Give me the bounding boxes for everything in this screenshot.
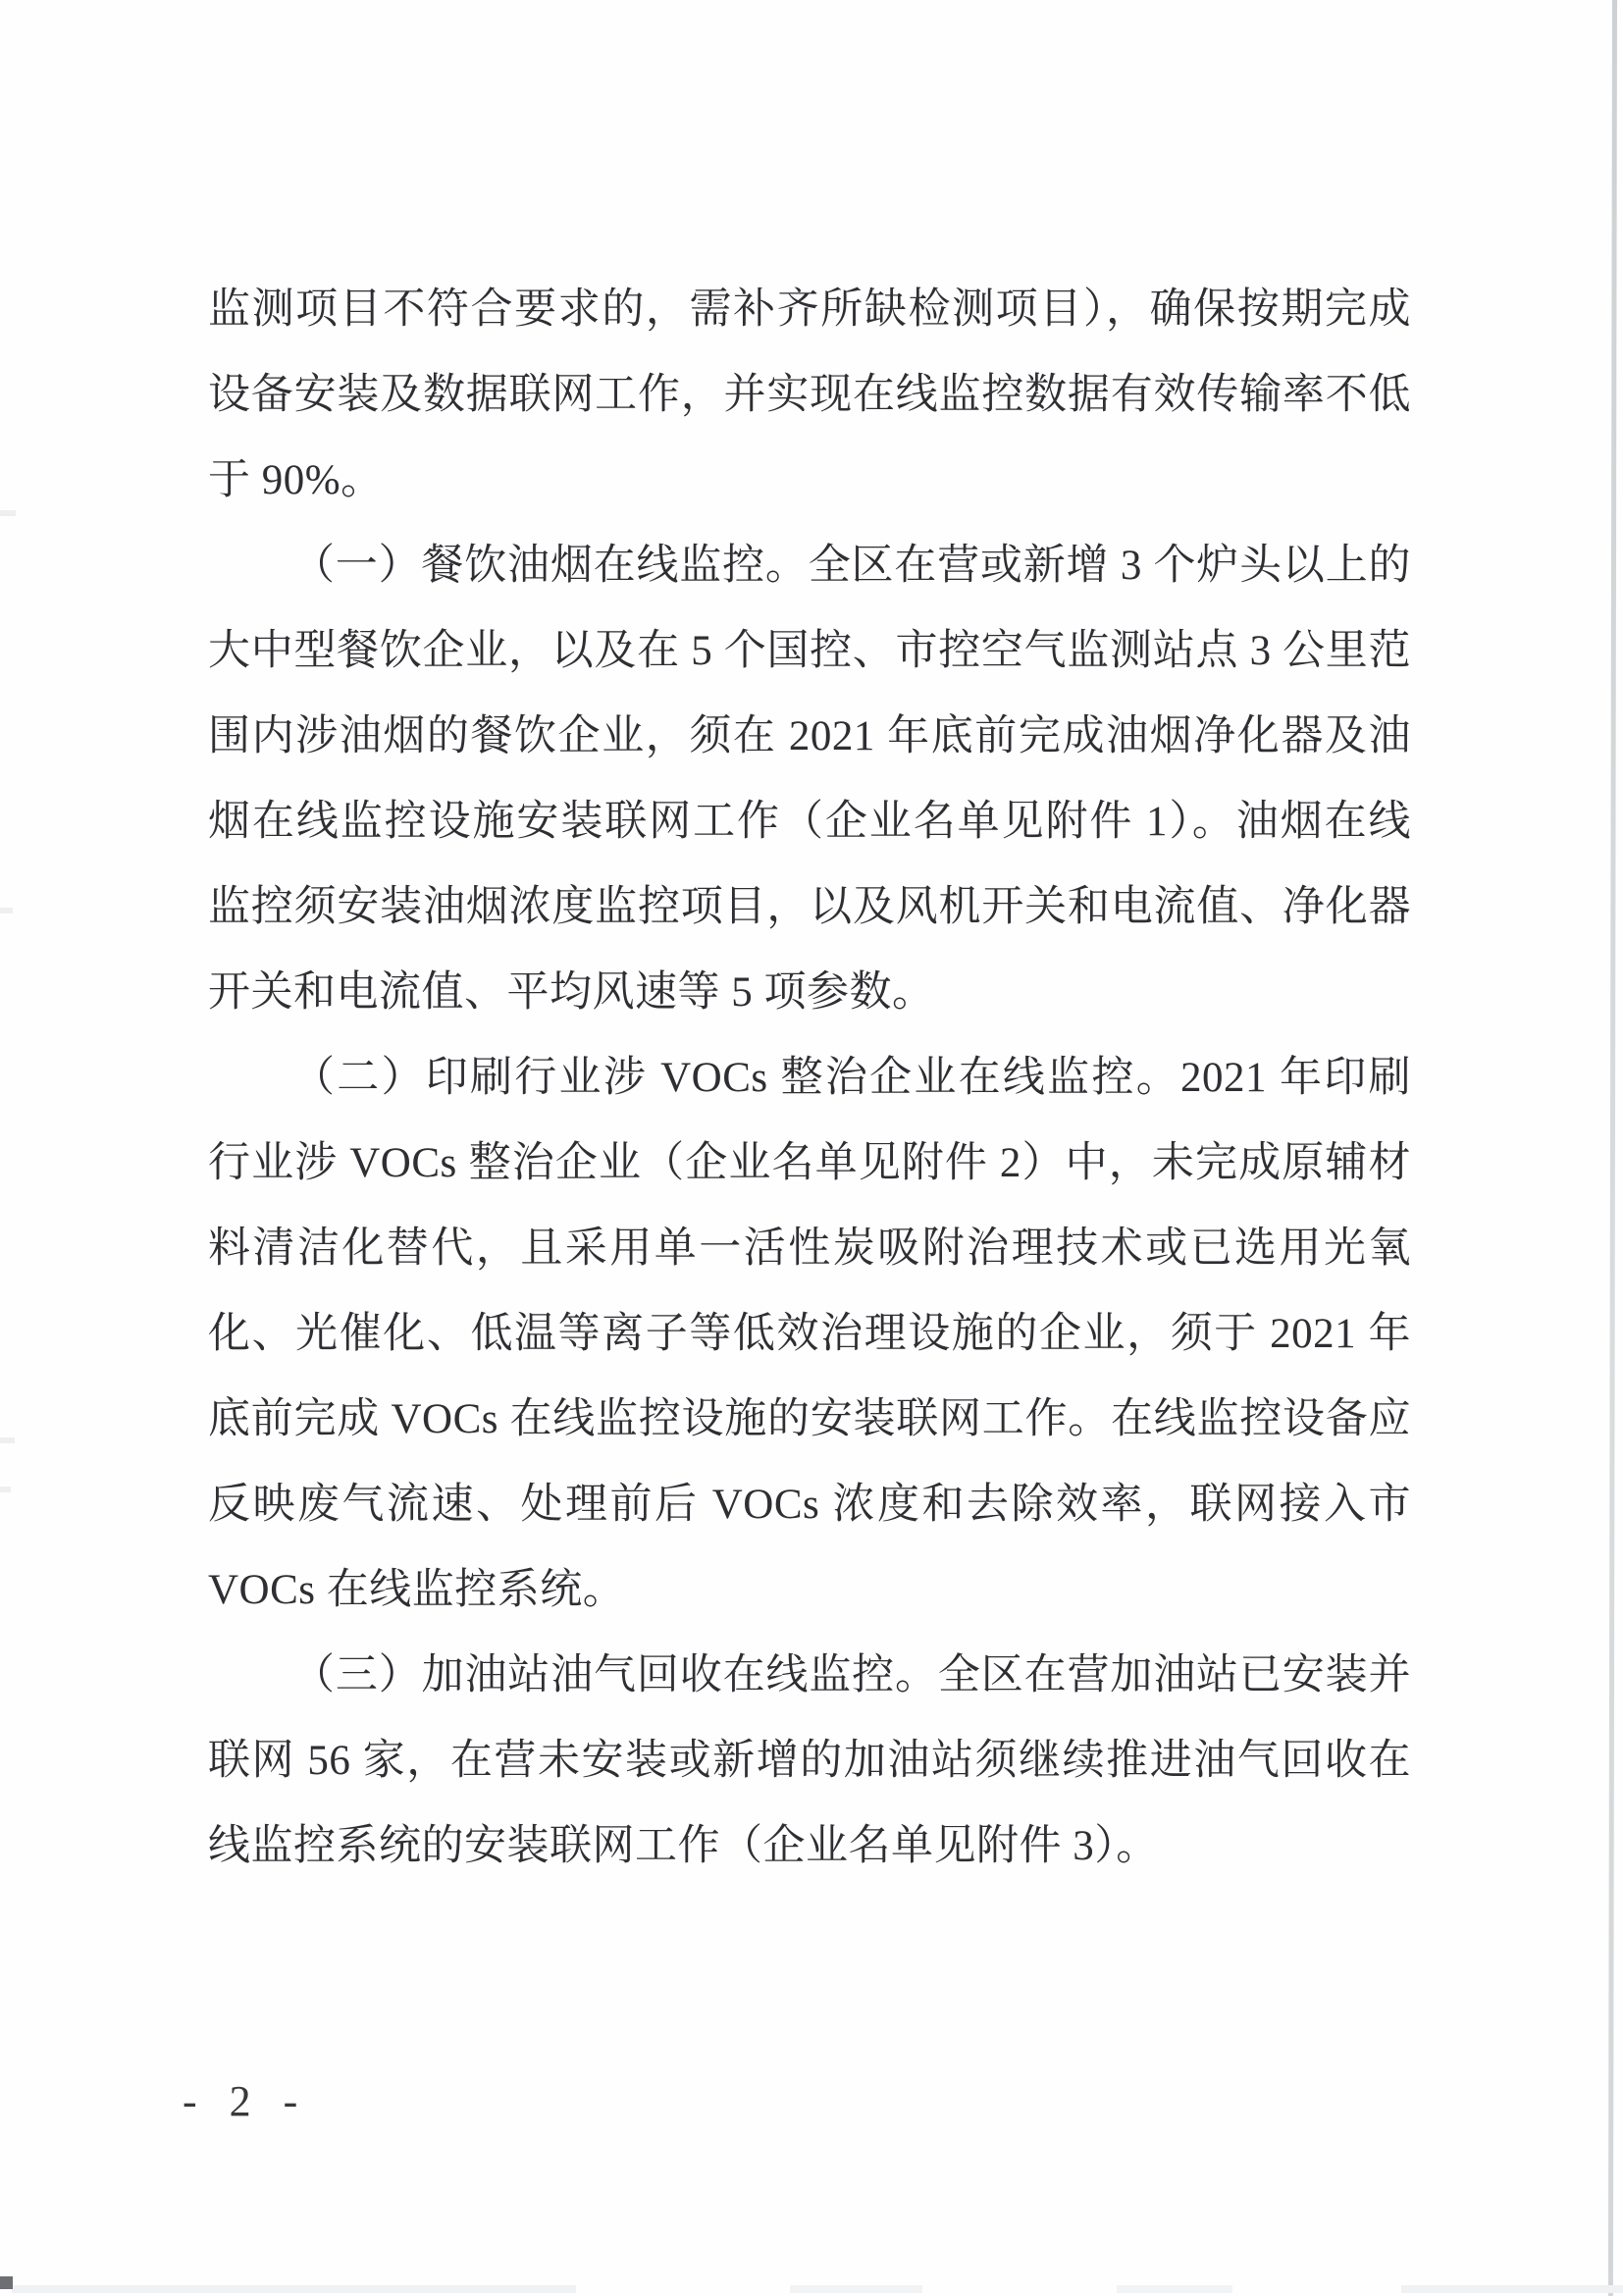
text-line: 设备安装及数据联网工作，并实现在线监控数据有效传输率不低 [208, 372, 1411, 418]
scan-artifact-speck [0, 2276, 13, 2289]
scan-artifact-strip [1117, 2285, 1232, 2293]
text-line: 反映废气流速、处理前后 VOCs 浓度和去除效率，联网接入市 [208, 1482, 1411, 1528]
scan-artifact-strip [12, 2285, 576, 2293]
text-line: 大中型餐饮企业，以及在 5 个国控、市控空气监测站点 3 公里范 [208, 628, 1411, 674]
text-line: 监测项目不符合要求的，需补齐所缺检测项目），确保按期完成 [208, 287, 1411, 333]
scan-edge-line [1608, 0, 1617, 2296]
text-line: VOCs 在线监控系统。 [208, 1567, 626, 1613]
scan-artifact-speck [0, 1437, 15, 1443]
text-line: 底前完成 VOCs 在线监控设施的安装联网工作。在线监控设备应 [208, 1396, 1411, 1442]
scan-artifact-speck [0, 1487, 11, 1492]
text-line: （三）加油站油气回收在线监控。全区在营加油站已安装并 [292, 1652, 1411, 1698]
body-text [208, 267, 1411, 1889]
scan-artifact-strip [790, 2285, 922, 2293]
scan-artifact-strip [1401, 2285, 1623, 2293]
scan-artifact-speck [0, 908, 13, 913]
scan-artifact-speck [0, 510, 16, 516]
page-number: - 2 - [183, 2077, 301, 2125]
text-line: 开关和电流值、平均风速等 5 项参数。 [208, 969, 935, 1016]
text-line: 线监控系统的安装联网工作（企业名单见附件 3）。 [208, 1823, 1159, 1869]
text-line: 化、光催化、低温等离子等低效治理设施的企业，须于 2021 年 [208, 1311, 1411, 1357]
text-line: 烟在线监控设施安装联网工作（企业名单见附件 1）。油烟在线 [208, 799, 1411, 845]
text-line: （二）印刷行业涉 VOCs 整治企业在线监控。2021 年印刷 [292, 1055, 1411, 1101]
text-line: 监控须安装油烟浓度监控项目，以及风机开关和电流值、净化器 [208, 884, 1411, 930]
text-line: 料清洁化替代，且采用单一活性炭吸附治理技术或已选用光氧 [208, 1226, 1411, 1272]
text-line: （一）餐饮油烟在线监控。全区在营或新增 3 个炉头以上的 [292, 543, 1411, 589]
text-line: 围内涉油烟的餐饮企业，须在 2021 年底前完成油烟净化器及油 [208, 713, 1411, 759]
text-line: 于 90%。 [208, 457, 384, 503]
text-line: 行业涉 VOCs 整治企业（企业名单见附件 2）中，未完成原辅材 [208, 1140, 1411, 1186]
text-line: 联网 56 家，在营未安装或新增的加油站须继续推进油气回收在 [208, 1738, 1411, 1784]
